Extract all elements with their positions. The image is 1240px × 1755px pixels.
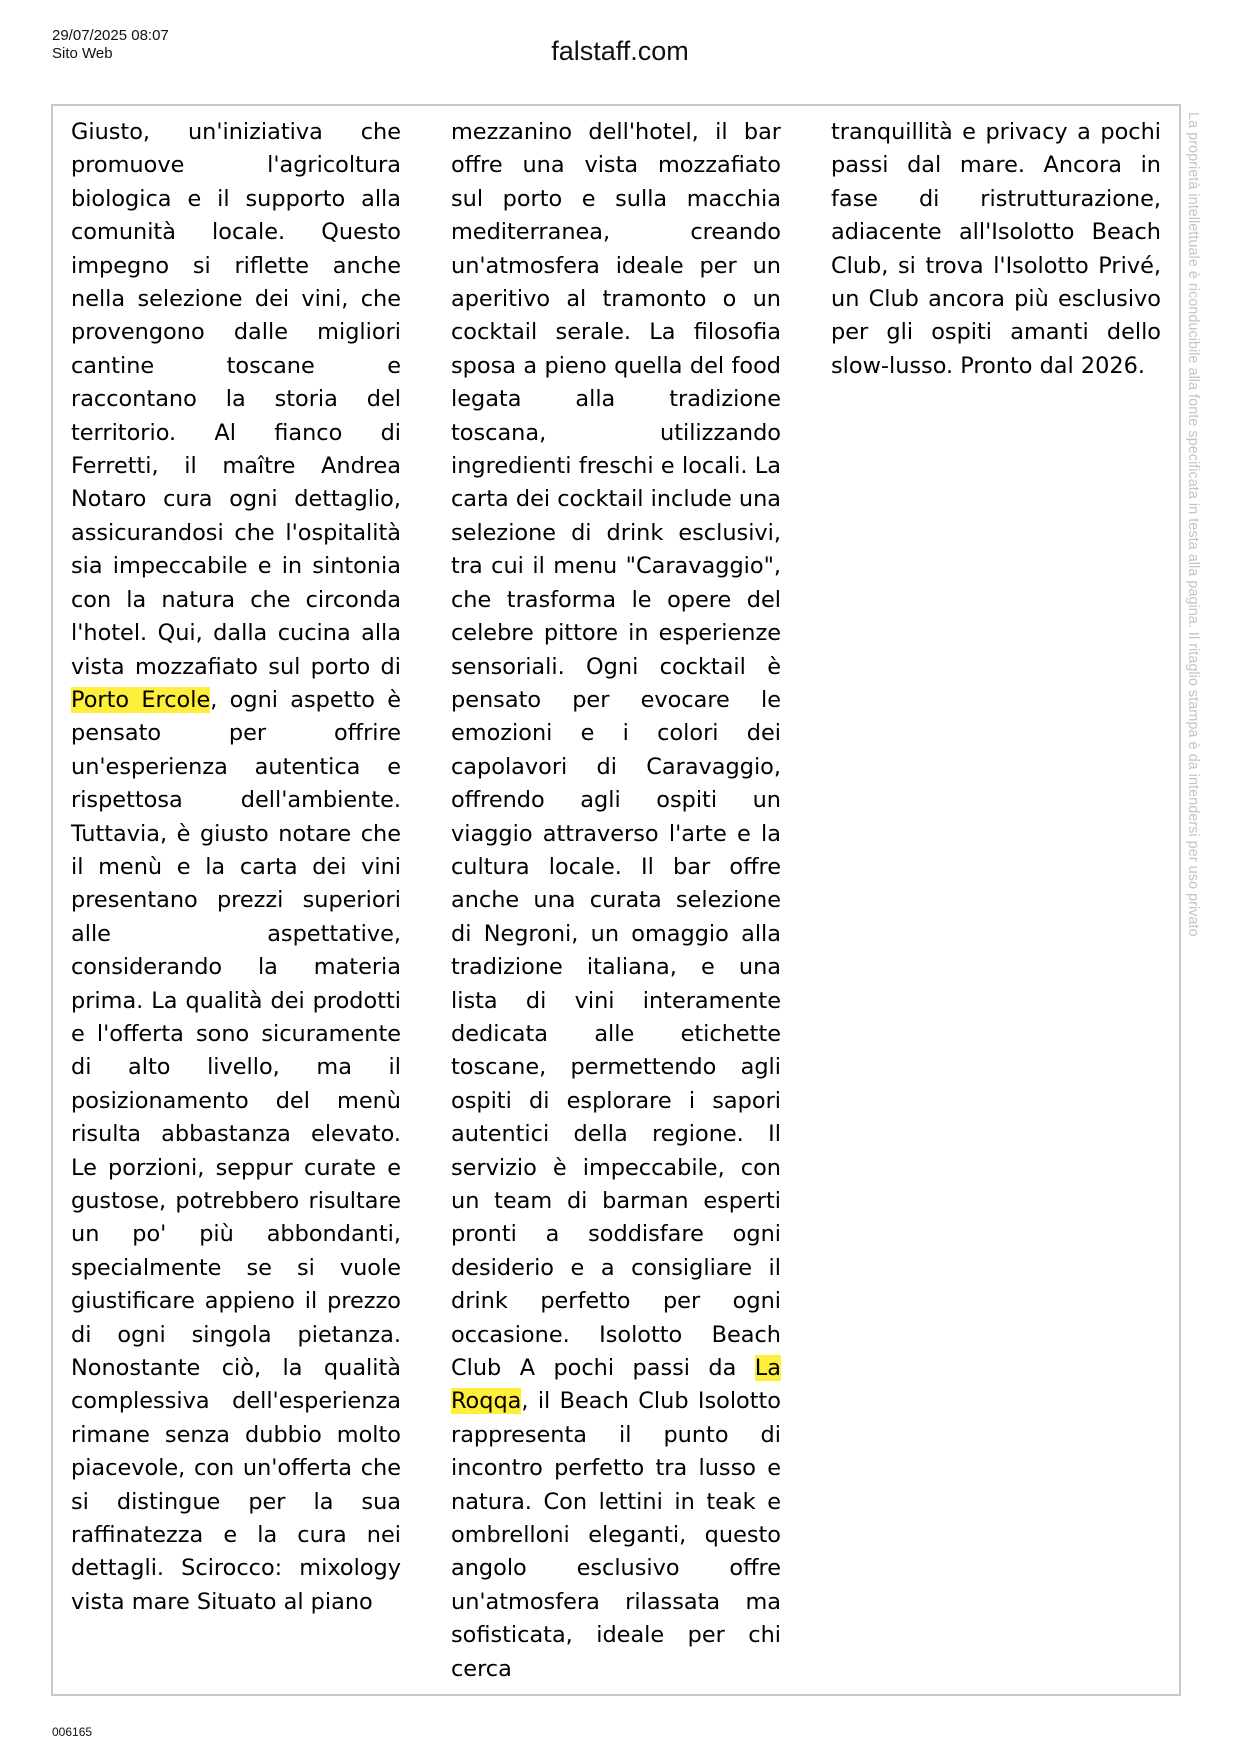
highlight-la-roqqa: La Roqqa — [451, 1355, 781, 1415]
column-1-text-b: , ogni aspetto è pensato per offrire un'esperienza autentica e rispettosa dell'ambiente. Tuttavia, è giusto notare che il menù e la carta dei vini presentano prezzi superiori alle aspettative, considerando la materia prima. La qualità dei prodotti e l'offerta sono sicuramente di alto livello, ma il posizionamento del menù risulta abbastanza elevato. Le porzioni, seppur curate e gustose, potrebbero risultare un po' più abbondanti, specialmente se si vuole giustificare appieno il prezzo di ogni singola pietanza. Nonostante ciò, la qualità complessiva dell'esperienza rimane senza dubbio molto piacevole, con un'offerta che si distingue per la sua raffinatezza e la cura nei dettagli. Scirocco: mixology vista mare Situato al piano — [71, 686, 401, 1615]
column-1-text-a: Giusto, un'iniziativa che promuove l'agricoltura biologica e il supporto alla comunità locale. Questo impegno si riflette anche nella selezione dei vini, che provengono dalle migliori cantine toscane e raccontano la storia del territorio. Al fianco di Ferretti, il maître Andrea Notaro cura ogni dettaglio, assicurandosi che l'ospitalità sia impeccabile e in sintonia con la natura che circonda l'hotel. Qui, dalla cucina alla vista mozzafiato sul porto di — [71, 119, 401, 680]
column-2-text-a: mezzanino dell'hotel, il bar offre una vista mozzafiato sul porto e sulla macchia mediterranea, creando un'atmosfera ideale per un aperitivo al tramonto o un cocktail serale. La filosofia sposa a pieno quella del food legata alla tradizione toscana, utilizzando ingredienti freschi e locali. La carta dei cocktail include una selezione di drink esclusivi, tra cui il menu "Caravaggio", che trasforma le opere del celebre pittore in esperienze sensoriali. Ogni cocktail è pensato per evocare le emozioni e i colori dei capolavori di Caravaggio, offrendo agli ospiti un viaggio attraverso l'arte e la cultura locale. Il bar offre anche una curata selezione di Negroni, un omaggio alla tradizione italiana, e una lista di vini interamente dedicata alle etichette toscane, permettendo agli ospiti di esplorare i sapori autentici della regione. Il servizio è impeccabile, con un team di barman esperti pronti a soddisfare ogni desiderio e a consigliare il drink perfetto per ogni occasione. Isolotto Beach Club A pochi passi da — [451, 119, 781, 1382]
column-2-paragraph — [451, 116, 781, 1686]
article-column-2 — [451, 116, 781, 1686]
column-3-paragraph: tranquillità e privacy a pochi passi dal mare. Ancora in fase di ristrutturazione, adiacente all'Isolotto Beach Club, si trova l'Isolotto Privé, un Club ancora più esclusivo per gli ospiti amanti dello slow-lusso. Pronto dal 2026. — [831, 119, 1161, 379]
header-datetime: 29/07/2025 08:07 — [52, 27, 169, 44]
highlight-porto-ercole: Porto Ercole — [71, 686, 211, 713]
column-2-text-b: , il Beach Club Isolotto rappresenta il punto di incontro perfetto tra lusso e natura. Con lettini in teak e ombrelloni eleganti, questo angolo esclusivo offre un'atmosfera rilassata ma sofisticata, ideale per chi cerca — [451, 1388, 781, 1682]
article-column-1 — [71, 116, 401, 1619]
site-title: falstaff.com — [551, 36, 689, 66]
article-column-3 — [831, 116, 1161, 383]
footer-code: 006165 — [52, 1725, 93, 1739]
copyright-sidebar-note: La proprietà intellettuale è riconducibile alla fonte specificata in testa alla pagina. Il ritaglio stampa è da intendersi per uso privato — [1185, 112, 1201, 937]
header-source-type: Sito Web — [52, 45, 113, 62]
column-1-paragraph — [71, 116, 401, 1619]
